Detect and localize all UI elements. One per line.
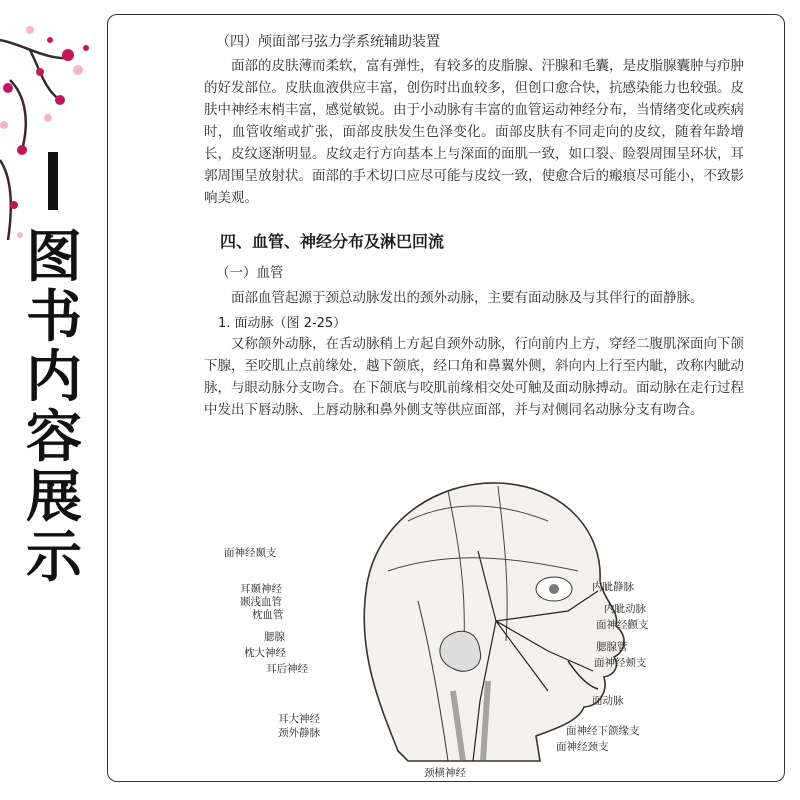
side-title	[20, 225, 88, 590]
side-title-char: 内	[26, 345, 82, 410]
paragraph-skin: 面部的皮肤薄而柔软，富有弹性，有较多的皮脂腺、汗腺和毛囊，是皮脂腺囊肿与疖肿的好发部位。皮肤血液供应丰富，创伤时出血较多，但创口愈合快，抗感染能力也较强。皮肤中神经末梢丰富，感觉敏锐。由于小动脉有丰富的血管运动神经分布，当情绪变化或疾病时，血管收缩或扩张，面部皮肤发生色泽变化。面部皮肤有不同走向的皮纹，随着年龄增长，皮纹逐渐明显。皮纹走行方向基本上与深面的面肌一致，如口裂、睑裂周围呈环状，耳郭周围呈放射状。面部的手术切口应尽可能与皮纹一致，使愈合后的瘢痕尽可能小，不致影响美观。	[204, 58, 744, 206]
side-title-char: 示	[26, 525, 82, 590]
section-title: 四、血管、神经分布及淋巴回流	[220, 232, 445, 251]
label-angular-vein: 内眦静脉	[592, 581, 634, 593]
label-great-auricular-nerve: 耳大神经	[278, 713, 320, 725]
label-zygomatic-branch: 面神经颧支	[596, 619, 649, 631]
side-title-char: 图	[26, 225, 82, 290]
label-cervical-branch: 面神经颈支	[556, 741, 609, 753]
book-page	[107, 14, 785, 782]
head-anatomy-figure	[224, 461, 668, 781]
plum-blossom-decoration	[0, 0, 110, 260]
label-superficial-temporal-vessels: 颞浅血管	[240, 596, 282, 608]
label-parotid-gland: 腮腺	[264, 631, 285, 643]
side-title-char: 容	[26, 405, 82, 470]
side-title-char: 展	[26, 465, 82, 530]
paragraph-vessels: 面部血管起源于颈总动脉发出的颈外动脉，主要有面动脉及与其伴行的面静脉。	[231, 290, 704, 306]
label-greater-occipital-nerve: 枕大神经	[244, 647, 286, 659]
label-marginal-mandibular-branch: 面神经下颌缘支	[566, 725, 640, 737]
heading-four: （四）颅面部弓弦力学系统辅助装置	[216, 34, 440, 50]
paragraph-facial-artery: 又称颌外动脉，在舌动脉稍上方起自颈外动脉，行向前内上方，穿经二腹肌深面向下颌下腺，至咬肌止点前缘处，越下颌底，经口角和鼻翼外侧，斜向内上行至内眦，改称内眦动脉，与眼动脉分支吻合。在下颌底与咬肌前缘相交处可触及面动脉搏动。面动脉在走行过程中发出下唇动脉、上唇动脉和鼻外侧支等供应面部，并与对侧同名动脉分支有吻合。	[204, 336, 744, 418]
facial-artery-heading: 1. 面动脉（图 2-25）	[218, 316, 347, 331]
label-facial-artery: 面动脉	[592, 695, 624, 707]
label-occipital-vessels: 枕血管	[252, 609, 284, 621]
subsection-vessels: （一）血管	[216, 265, 284, 281]
label-temporal-branch: 面神经颞支	[224, 547, 277, 559]
label-transverse-cervical-nerve: 颈横神经	[424, 767, 466, 779]
label-angular-artery: 内眦动脉	[604, 603, 646, 615]
label-buccal-branch: 面神经颊支	[594, 657, 647, 669]
label-external-jugular-vein: 颈外静脉	[278, 727, 320, 739]
label-parotid-duct: 腮腺管	[596, 641, 628, 653]
label-auriculotemporal-nerve: 耳颞神经	[240, 583, 282, 595]
label-posterior-auricular-nerve: 耳后神经	[266, 663, 308, 675]
side-title-char: 书	[26, 285, 82, 350]
side-accent-bar	[48, 152, 58, 210]
